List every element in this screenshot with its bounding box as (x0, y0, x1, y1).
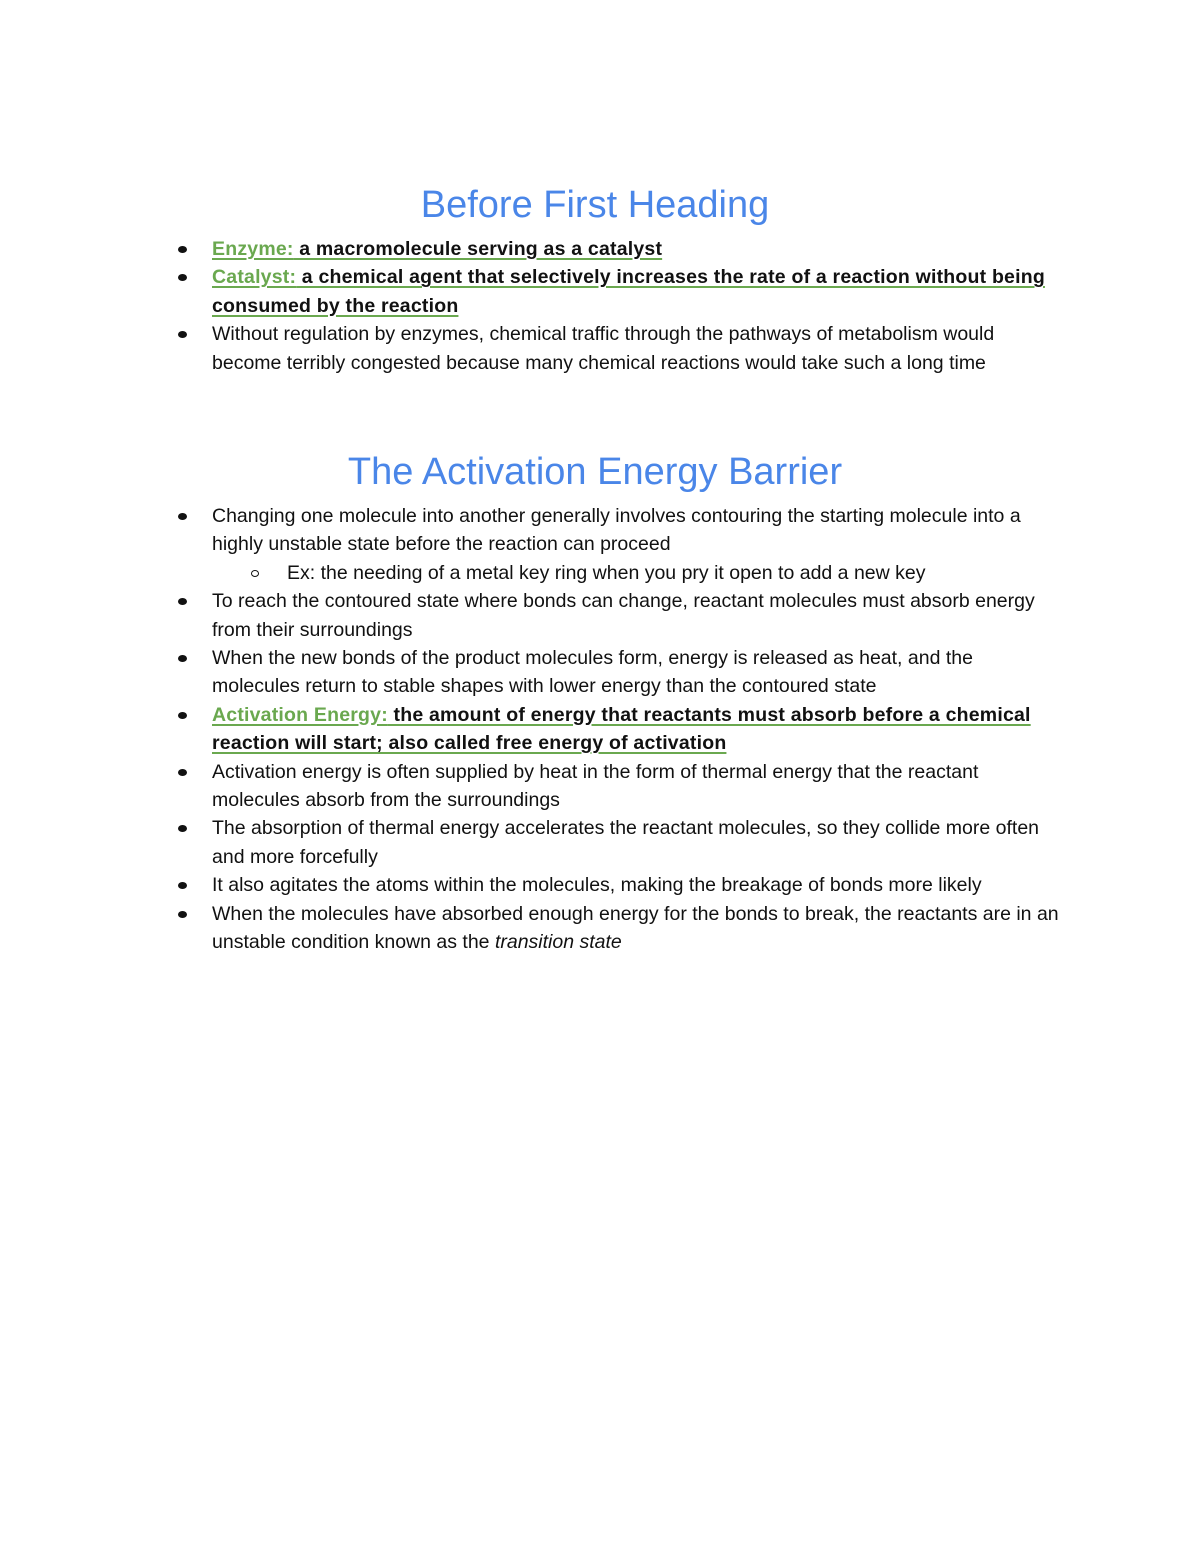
bullet-icon (178, 911, 187, 918)
list-item-text: It also agitates the atoms within the molecules, making the breakage of bonds more likely (212, 874, 982, 897)
list-item (0, 814, 1200, 871)
list-item (0, 587, 1200, 644)
list-item-text: Without regulation by enzymes, chemical traffic through the pathways of metabolism would become terribly congested because many chemical reactions would take such a long time (212, 323, 995, 374)
bullet-icon (178, 655, 187, 662)
bullet-icon (178, 598, 187, 605)
list-item-catalyst (0, 263, 1200, 320)
section2-list (0, 502, 1200, 957)
list-item-text: Activation energy is often supplied by heat in the form of thermal energy that the reactant molecules absorb from the surroundings (212, 760, 979, 812)
list-item-text: The absorption of thermal energy accelerates the reactant molecules, so they collide more often and more forcefully (212, 817, 1040, 868)
hollow-bullet-icon (251, 570, 259, 577)
list-item-text: Changing one molecule into another generally involves contouring the starting molecule into a highly unstable state before the reaction can proceed (212, 505, 1021, 556)
definition-catalyst: a chemical agent that selectively increases the rate of a reaction without being consumed by the reaction (212, 266, 1045, 317)
bullet-icon (178, 513, 187, 520)
sub-list-item-text: Ex: the needing of a metal key ring when you pry it open to add a new key (287, 561, 926, 584)
definition-enzyme: a macromolecule serving as a catalyst (293, 238, 663, 260)
bullet-icon (178, 274, 187, 281)
bullet-icon (178, 769, 187, 776)
bullet-icon (178, 246, 187, 253)
list-item-text: When the molecules have absorbed enough energy for the bonds to break, the reactants are in an unstable condition known as the (212, 902, 1059, 954)
bullet-icon (178, 331, 187, 338)
sub-list-item (0, 559, 1200, 587)
bullet-icon (178, 825, 187, 832)
list-item (0, 644, 1200, 701)
list-item (0, 502, 1200, 559)
list-item (0, 320, 1200, 377)
bullet-icon (178, 712, 187, 719)
list-item-activation-energy (0, 701, 1200, 758)
term-line (212, 704, 1031, 754)
list-item (0, 900, 1200, 957)
list-item-text: When the new bonds of the product molecules form, energy is released as heat, and the molecules return to stable shapes with lower energy than the contoured state (212, 647, 973, 698)
term-line (212, 238, 662, 260)
term-activation-energy: Activation Energy: (212, 703, 388, 726)
heading-before-first: Before First Heading (420, 184, 770, 226)
term-catalyst: Catalyst: (212, 266, 297, 289)
term-enzyme: Enzyme: (212, 238, 294, 260)
section1-list (0, 235, 1200, 377)
bullet-icon (178, 882, 187, 889)
term-line (212, 266, 1045, 316)
list-item (0, 758, 1200, 815)
list-item (0, 871, 1200, 899)
list-item-enzyme (0, 235, 1200, 263)
heading-activation-energy-barrier: The Activation Energy Barrier (347, 451, 843, 493)
definition-activation-energy: the amount of energy that reactants must absorb before a chemical reaction will start; also called free energy of activation (212, 703, 1031, 755)
italic-term-transition-state: transition state (494, 931, 622, 954)
list-item-text: To reach the contoured state where bonds can change, reactant molecules must absorb energy from their surroundings (212, 590, 1035, 641)
